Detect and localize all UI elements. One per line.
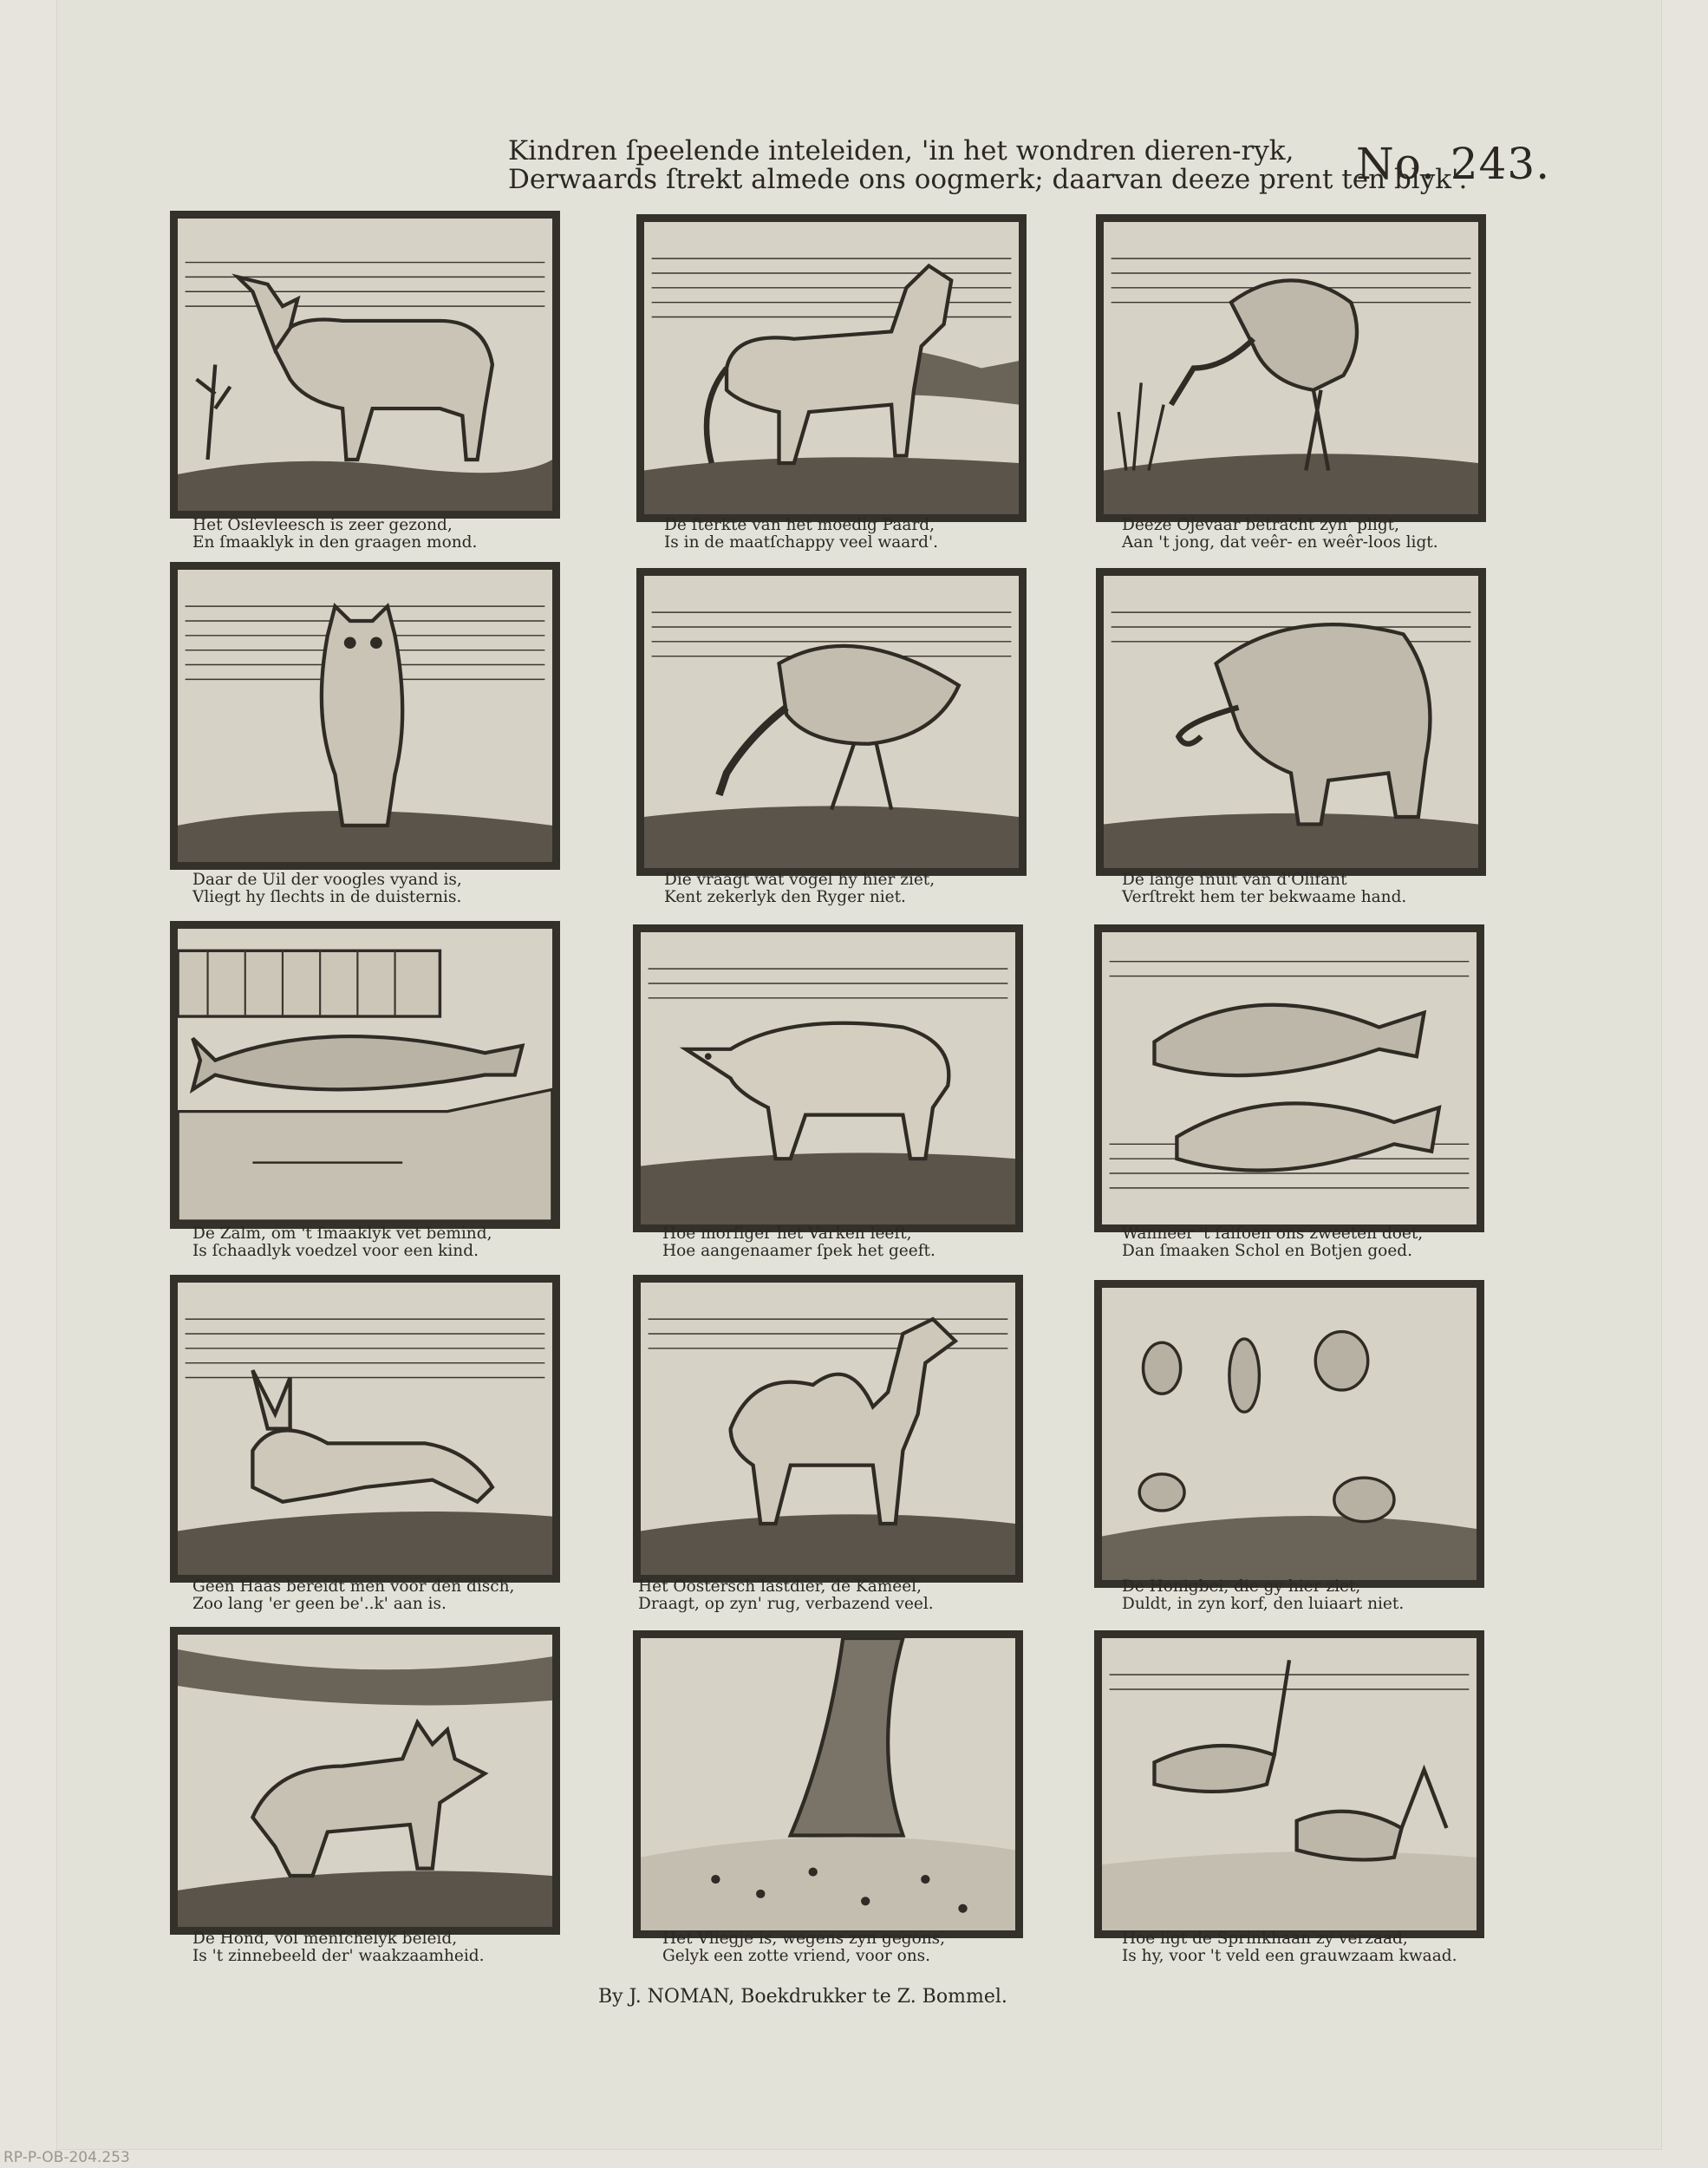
- caption-salmon: [192, 1225, 600, 1260]
- caption-line: Is ſchaadlyk voedzel voor een kind.: [192, 1242, 479, 1260]
- caption-line: Het Vliegje is, wegens zyn gegons,: [662, 1930, 946, 1948]
- woodcut-salmon: [170, 921, 560, 1229]
- caption-hare: [192, 1578, 600, 1613]
- caption-horse: [664, 517, 1072, 552]
- caption-line: Vliegt hy ſlechts in de duisternis.: [192, 888, 462, 906]
- catalog-number: RP-P-OB-204.253: [3, 2149, 130, 2166]
- caption-line: Verſtrekt hem ter bekwaame hand.: [1122, 888, 1407, 906]
- caption-line: Geen Haas bereidt men voor den disch,: [192, 1577, 515, 1596]
- caption-line: Hoe aangenaamer ſpek het geeft.: [662, 1242, 935, 1260]
- caption-line: Hoe morſiger het Varken leeft,: [662, 1224, 912, 1243]
- woodcut-horse: [636, 214, 1027, 522]
- caption-line: Het Oostersch lastdier, de Kameel,: [638, 1577, 922, 1596]
- caption-line: Is hy, voor 't veld een grauwzaam kwaad.: [1122, 1947, 1457, 1965]
- caption-stork: [1122, 517, 1529, 552]
- caption-line: Dan ſmaaken Schol en Botjen goed.: [1122, 1242, 1412, 1260]
- caption-line: Daar de Uil der voogles vyand is,: [192, 871, 462, 889]
- caption-line: Draagt, op zyn' rug, verbazend veel.: [638, 1595, 934, 1613]
- woodcut-stork: [1096, 214, 1486, 522]
- caption-flatfish: [1122, 1225, 1529, 1260]
- woodcut-hare: [170, 1275, 560, 1583]
- caption-line: Het Osſevleesch is zeer gezond,: [192, 516, 453, 534]
- caption-line: Is 't zinnebeeld der' waakzaamheid.: [192, 1947, 485, 1965]
- woodcut-camel: [633, 1275, 1023, 1583]
- caption-line: Gelyk een zotte vriend, voor ons.: [662, 1947, 931, 1965]
- caption-line: Die vraagt wat vogel hy hier ziet,: [664, 871, 935, 889]
- woodcut-heron: [636, 568, 1027, 876]
- caption-line: De Hond, vol menſchelyk beleid,: [192, 1930, 458, 1948]
- print-number: No. 243.: [1356, 139, 1551, 189]
- caption-line: De lange ſnuit van d'Olifant: [1122, 871, 1347, 889]
- caption-line: Zoo lang 'er geen be'..k' aan is.: [192, 1595, 447, 1613]
- woodcut-flatfish: [1094, 924, 1484, 1232]
- caption-line: Aan 't jong, dat veêr- en weêr-loos ligt.: [1122, 533, 1438, 552]
- caption-line: Kent zekerlyk den Ryger niet.: [664, 888, 906, 906]
- caption-line: De Honigbei, die gy hier ziet,: [1122, 1577, 1361, 1596]
- caption-line: En ſmaaklyk in den graagen mond.: [192, 533, 478, 552]
- woodcut-ox: [170, 211, 560, 519]
- woodcut-pig: [633, 924, 1023, 1232]
- woodcut-fly: [633, 1630, 1023, 1938]
- caption-dog: [192, 1930, 600, 1965]
- title-line-2: Derwaards ſtrekt almede ons oogmerk; daarvan deeze prent ten blyk'.: [508, 164, 1468, 195]
- caption-pig: [662, 1225, 1070, 1260]
- caption-heron: [664, 872, 1072, 906]
- caption-line: De ſterkte van het moedig Paard,: [664, 516, 935, 534]
- caption-camel: [638, 1578, 1046, 1613]
- caption-line: Is in de maatſchappy veel waard'.: [664, 533, 938, 552]
- woodcut-grasshopper: [1094, 1630, 1484, 1938]
- caption-fly: [662, 1930, 1070, 1965]
- caption-line: Duldt, in zyn korf, den luiaart niet.: [1122, 1595, 1405, 1613]
- woodcut-owl: [170, 562, 560, 870]
- caption-grasshopper: [1122, 1930, 1529, 1965]
- caption-owl: [192, 872, 600, 906]
- printer-imprint: By J. NOMAN, Boekdrukker te Z. Bommel.: [598, 1986, 1007, 2008]
- caption-elephant: [1122, 872, 1529, 906]
- woodcut-dog: [170, 1627, 560, 1935]
- caption-insects: [1122, 1578, 1529, 1613]
- caption-line: Deeze Ojevaar betracht zyn' pligt,: [1122, 516, 1399, 534]
- caption-line: Hoe ligt de Sprinkhaan zy verzaad,: [1122, 1930, 1408, 1948]
- caption-ox: [192, 517, 600, 552]
- woodcut-elephant: [1096, 568, 1486, 876]
- caption-line: De Zalm, om 't ſmaaklyk vet bemind,: [192, 1224, 492, 1243]
- title-line-1: Kindren ſpeelende inteleiden, 'in het wondren dieren-ryk,: [508, 135, 1294, 167]
- caption-line: Wanneer 't ſaiſoen ons zweeten doet,: [1122, 1224, 1424, 1243]
- woodcut-insects: [1094, 1280, 1484, 1588]
